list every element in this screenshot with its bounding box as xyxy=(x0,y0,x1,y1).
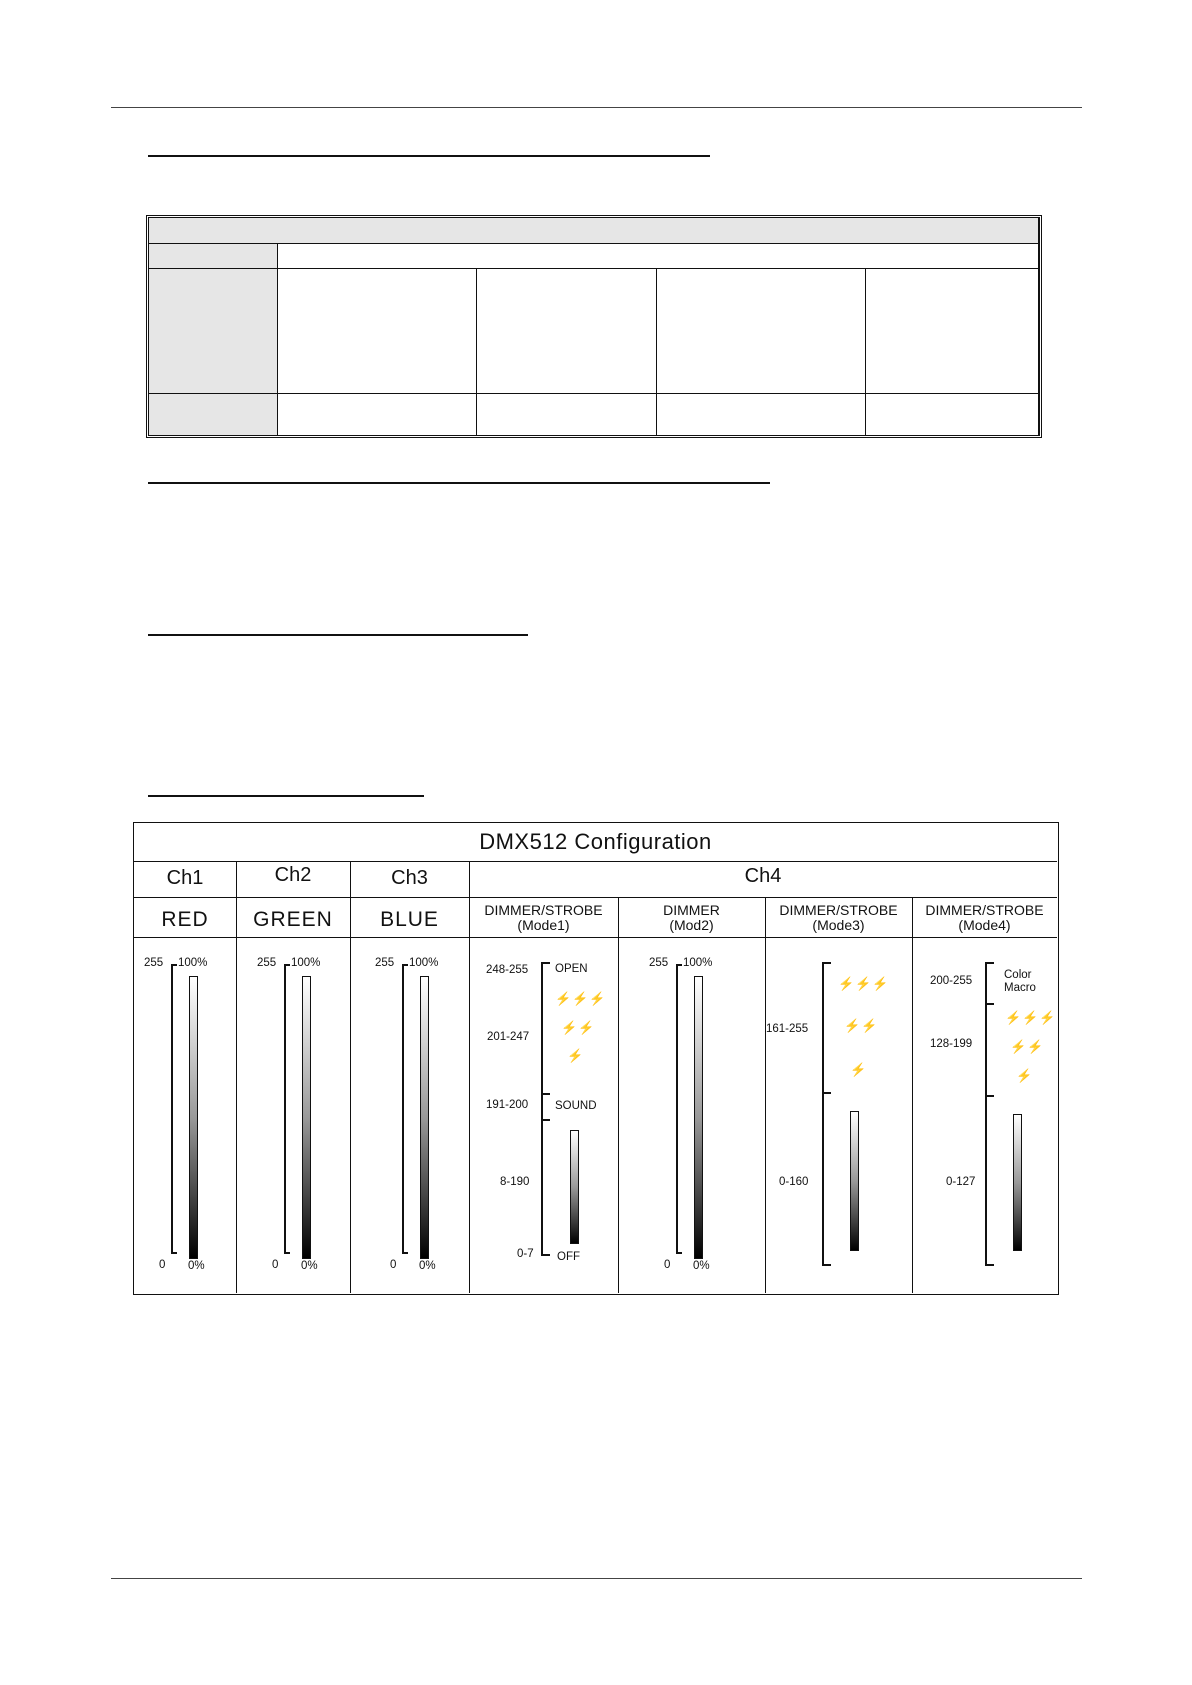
grid-line xyxy=(765,897,766,1293)
scale-bottom-value: 0 xyxy=(390,1259,397,1271)
mode3-line2: (Mode3) xyxy=(812,917,865,933)
macro-label-1: Color xyxy=(1004,969,1032,981)
range-bar xyxy=(822,962,824,1265)
range-tick xyxy=(822,1264,831,1266)
range-bar xyxy=(985,962,987,1265)
range-tick xyxy=(985,1264,994,1266)
strobe-fast-icon: ⚡⚡⚡ xyxy=(555,991,607,1006)
scale-bottom-percent: 0% xyxy=(693,1260,710,1272)
section-heading-underline-4 xyxy=(148,795,424,797)
spec-table-row-label-4 xyxy=(149,394,278,435)
dmx-configuration-diagram xyxy=(133,822,1059,1295)
mode2-header xyxy=(618,903,765,933)
range-tick xyxy=(541,1093,550,1095)
range-tick xyxy=(822,1092,831,1094)
mode2-line1: DIMMER xyxy=(663,902,720,918)
range-bar xyxy=(541,962,543,1255)
spec-table-cell xyxy=(657,269,866,394)
strobe-range: 128-199 xyxy=(930,1038,973,1050)
open-range: 248-255 xyxy=(486,964,529,976)
dimmer-range: 8-190 xyxy=(500,1176,530,1188)
sound-label: SOUND xyxy=(555,1100,597,1112)
scale-top-percent: 100% xyxy=(409,957,439,969)
strobe-medium-icon: ⚡⚡ xyxy=(561,1020,596,1035)
strobe-range: 201-247 xyxy=(487,1031,530,1043)
scale-bracket xyxy=(171,964,177,1254)
ch3-colour: BLUE xyxy=(380,908,439,931)
dimmer-gradient xyxy=(850,1111,859,1251)
ch2-label: Ch2 xyxy=(274,864,312,886)
ch3-label: Ch3 xyxy=(391,867,428,889)
grid-line xyxy=(912,897,913,1293)
section-heading-underline-2 xyxy=(148,482,770,484)
spec-table-cell xyxy=(866,269,1039,394)
scale-top-percent: 100% xyxy=(683,957,713,969)
scale-bottom-percent: 0% xyxy=(188,1260,205,1272)
spec-table-row-label-3 xyxy=(149,269,278,394)
strobe-range: 161-255 xyxy=(766,1023,809,1035)
spec-table-cell xyxy=(477,269,657,394)
scale-bracket xyxy=(402,964,408,1254)
scale-bottom-value: 0 xyxy=(664,1259,671,1271)
scale-top-value: 255 xyxy=(144,957,164,969)
mode4-header xyxy=(912,903,1057,933)
section-heading-underline-1 xyxy=(148,155,710,157)
scale-bottom-value: 0 xyxy=(272,1259,279,1271)
scale-top-value: 255 xyxy=(375,957,395,969)
scale-top-percent: 100% xyxy=(291,957,321,969)
sound-range: 191-200 xyxy=(486,1099,529,1111)
range-tick xyxy=(541,1254,550,1256)
grid-line xyxy=(134,861,1057,862)
strobe-slow-icon: ⚡ xyxy=(850,1062,868,1077)
scale-bracket xyxy=(676,964,682,1254)
dimmer-gradient xyxy=(694,976,703,1259)
range-tick xyxy=(985,1003,994,1005)
dimmer-range: 0-127 xyxy=(946,1176,976,1188)
spec-table-cell xyxy=(477,394,657,435)
strobe-fast-icon: ⚡⚡⚡ xyxy=(838,976,890,991)
dimmer-gradient xyxy=(189,976,198,1259)
ch2-colour: GREEN xyxy=(253,908,333,931)
section-heading-underline-3 xyxy=(148,634,528,636)
scale-bracket xyxy=(284,964,290,1254)
strobe-slow-icon: ⚡ xyxy=(1016,1068,1034,1083)
range-tick xyxy=(541,962,550,964)
strobe-medium-icon: ⚡⚡ xyxy=(1010,1039,1045,1054)
open-label: OPEN xyxy=(555,963,588,975)
ch1-colour: RED xyxy=(161,908,209,931)
scale-top-percent: 100% xyxy=(178,957,208,969)
spec-table-row-2 xyxy=(278,244,1039,269)
macro-range: 200-255 xyxy=(930,975,973,987)
grid-line xyxy=(134,897,1057,898)
mode3-line1: DIMMER/STROBE xyxy=(779,902,898,918)
range-tick xyxy=(985,1095,994,1097)
off-label: OFF xyxy=(557,1251,580,1263)
ch1-label: Ch1 xyxy=(166,867,204,889)
scale-top-value: 255 xyxy=(257,957,277,969)
header-rule xyxy=(111,107,1082,108)
spec-table xyxy=(146,215,1042,438)
scale-top-value: 255 xyxy=(649,957,669,969)
grid-line xyxy=(618,897,619,1293)
strobe-medium-icon: ⚡⚡ xyxy=(844,1018,879,1033)
mode2-line2: (Mod2) xyxy=(669,917,714,933)
spec-table-row-label-2 xyxy=(149,244,278,269)
macro-label-2: Macro xyxy=(1004,982,1036,994)
mode1-line1: DIMMER/STROBE xyxy=(484,902,603,918)
dimmer-gradient xyxy=(302,976,311,1259)
dmx-title: DMX512 Configuration xyxy=(479,829,712,854)
range-tick xyxy=(822,962,831,964)
mode3-header xyxy=(765,903,912,933)
mode1-header xyxy=(469,903,618,933)
strobe-slow-icon: ⚡ xyxy=(567,1048,585,1063)
dimmer-gradient xyxy=(1013,1114,1022,1251)
spec-table-cell xyxy=(278,394,477,435)
spec-table-cell xyxy=(278,269,477,394)
off-range: 0-7 xyxy=(517,1248,534,1260)
scale-bottom-percent: 0% xyxy=(419,1260,436,1272)
mode4-line1: DIMMER/STROBE xyxy=(925,902,1044,918)
dimmer-range: 0-160 xyxy=(779,1176,809,1188)
strobe-fast-icon: ⚡⚡⚡ xyxy=(1005,1010,1057,1025)
spec-table-header-row xyxy=(149,218,1039,244)
scale-bottom-percent: 0% xyxy=(301,1260,318,1272)
dimmer-gradient xyxy=(570,1130,579,1244)
spec-table-cell xyxy=(866,394,1039,435)
range-tick xyxy=(541,1119,550,1121)
range-tick xyxy=(985,962,994,964)
footer-rule xyxy=(111,1578,1082,1579)
spec-table-cell xyxy=(657,394,866,435)
scale-bottom-value: 0 xyxy=(159,1259,166,1271)
ch4-label: Ch4 xyxy=(744,865,782,887)
grid-line xyxy=(134,937,1057,938)
mode1-line2: (Mode1) xyxy=(517,917,570,933)
dimmer-gradient xyxy=(420,976,429,1259)
mode4-line2: (Mode4) xyxy=(958,917,1011,933)
